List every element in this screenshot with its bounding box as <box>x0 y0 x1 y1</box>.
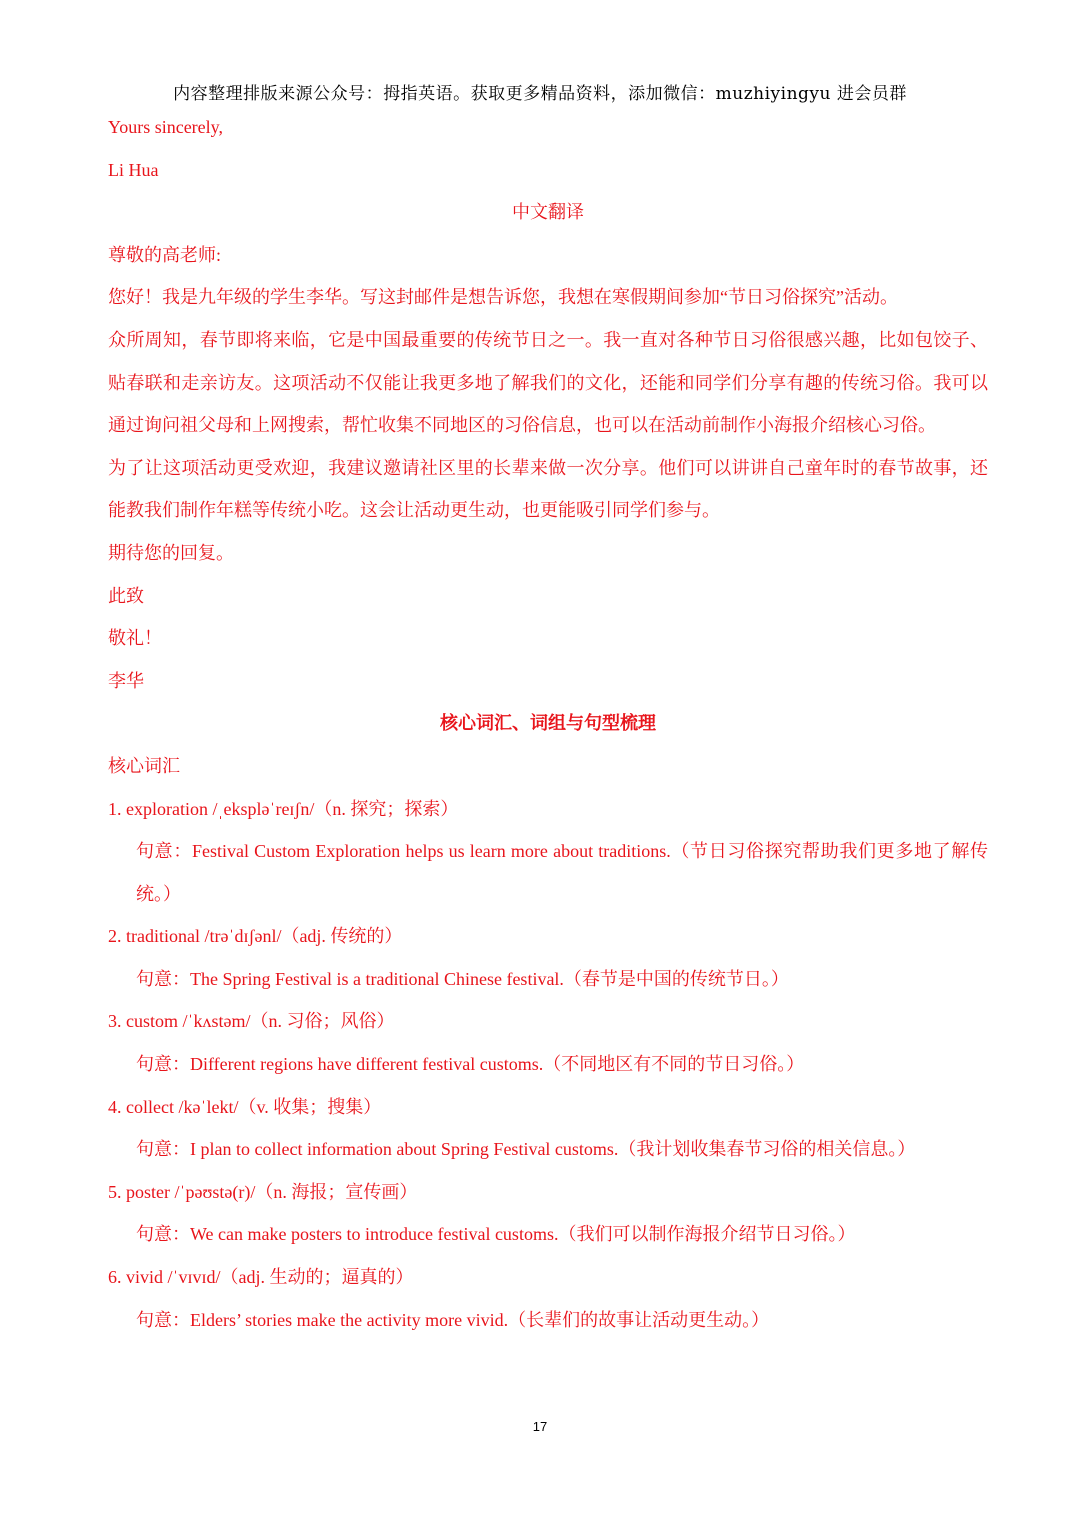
translation-signature: 李华 <box>108 670 144 691</box>
vocab-example: 句意：Festival Custom Exploration helps us learn more about traditions.（节日习俗探究帮助我们更多地了解传统。） <box>136 841 988 904</box>
translation-title: 中文翻译 <box>512 202 584 223</box>
vocab-entry: 4. collect /kəˈlekt/（v. 收集；搜集） <box>108 1096 382 1117</box>
translation-paragraph-1: 您好！我是九年级的学生李华。写这封邮件是想告诉您，我想在寒假期间参加“节日习俗探究”活动。 <box>108 287 898 308</box>
translation-closing-1: 此致 <box>108 585 144 606</box>
vocab-subtitle: 核心词汇 <box>108 755 180 776</box>
translation-closing-2: 敬礼！ <box>108 628 162 649</box>
translation-paragraph-3: 为了让这项活动更受欢迎，我建议邀请社区里的长辈来做一次分享。他们可以讲讲自己童年时的春节故事，还能教我们制作年糕等传统小吃。这会让活动更生动，也更能吸引同学们参与。 <box>108 457 988 521</box>
vocab-entry: 2. traditional /trəˈdɪʃənl/（adj. 传统的） <box>108 926 403 947</box>
vocab-example: 句意：Elders’ stories make the activity more vivid.（长辈们的故事让活动更生动。） <box>136 1309 770 1330</box>
vocab-entry: 3. custom /ˈkʌstəm/（n. 习俗；风俗） <box>108 1011 395 1032</box>
letter-sign-off: Yours sincerely, <box>108 117 223 137</box>
letter-signature: Li Hua <box>108 159 159 180</box>
vocab-example: 句意：The Spring Festival is a traditional Chinese festival.（春节是中国的传统节日。） <box>136 968 789 989</box>
vocab-example: 句意：I plan to collect information about Spring Festival customs.（我计划收集春节习俗的相关信息。） <box>136 1139 916 1160</box>
page-header: 内容整理排版来源公众号：拇指英语。获取更多精品资料，添加微信：muzhiyingyu 进会员群 <box>173 84 907 104</box>
vocab-entry: 6. vivid /ˈvɪvɪd/（adj. 生动的；逼真的） <box>108 1267 414 1288</box>
translation-paragraph-4: 期待您的回复。 <box>108 542 234 563</box>
vocab-entry: 1. exploration /ˌekspləˈreɪʃn/（n. 探究；探索） <box>108 798 459 819</box>
page-content <box>108 106 988 1341</box>
vocab-example: 句意：We can make posters to introduce festival customs.（我们可以制作海报介绍节日习俗。） <box>136 1224 856 1245</box>
page-number: 17 <box>532 1419 548 1434</box>
vocab-section-title: 核心词汇、词组与句型梳理 <box>440 713 656 734</box>
translation-paragraph-2: 众所周知，春节即将来临，它是中国最重要的传统节日之一。我一直对各种节日习俗很感兴趣，比如包饺子、贴春联和走亲访友。这项活动不仅能让我更多地了解我们的文化，还能和同学们分享有趣的传统习俗。我可以通过询问祖父母和上网搜索，帮忙收集不同地区的习俗信息，也可以在活动前制作小海报介绍核心习俗。 <box>108 329 988 436</box>
translation-salutation: 尊敬的高老师: <box>108 244 222 265</box>
vocab-entry: 5. poster /ˈpəʊstə(r)/（n. 海报；宣传画） <box>108 1181 418 1202</box>
vocab-example: 句意：Different regions have different festival customs.（不同地区有不同的节日习俗。） <box>136 1054 805 1075</box>
